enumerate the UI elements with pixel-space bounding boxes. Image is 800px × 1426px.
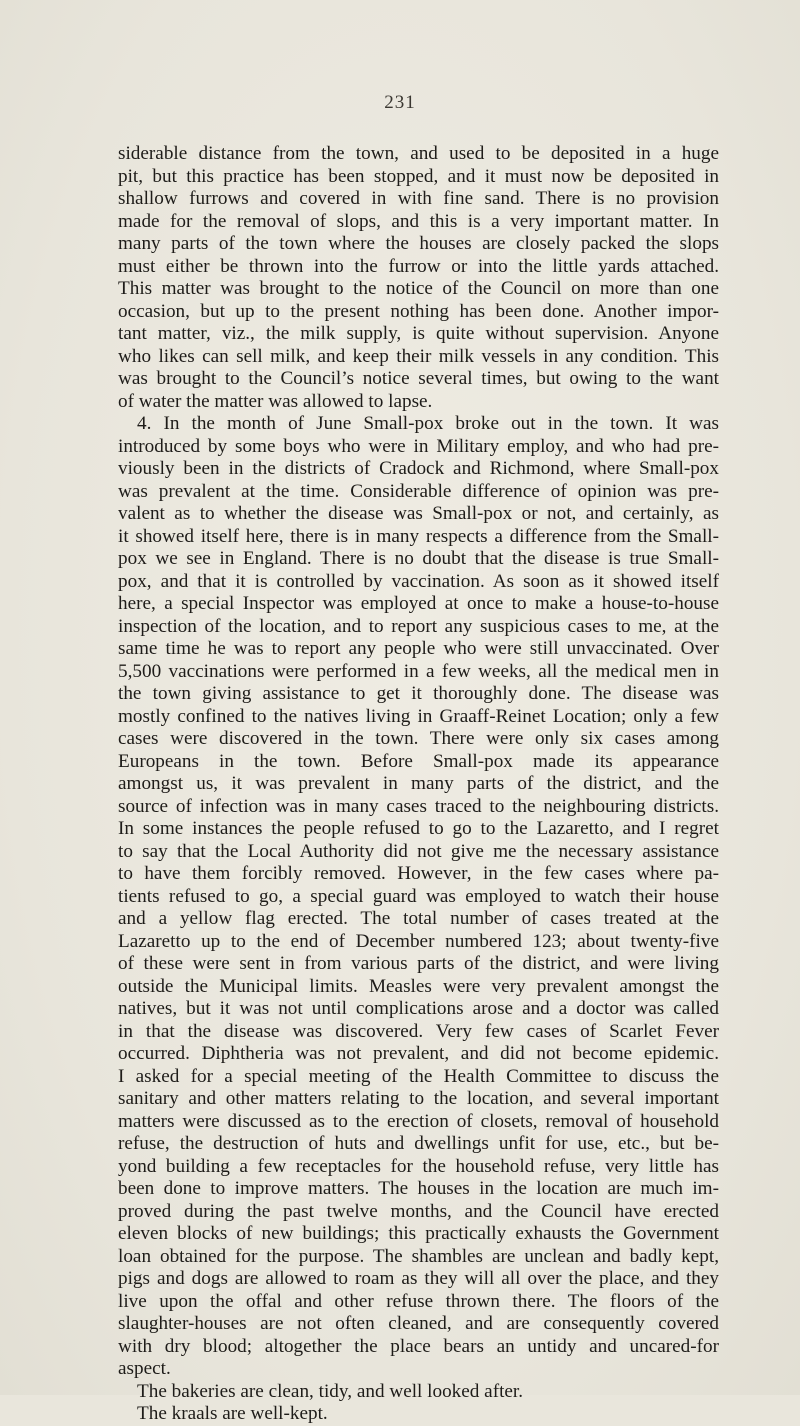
text-line: siderable distance from the town, and used to be deposited in a huge (118, 143, 719, 164)
text-line: the town giving assistance to get it thoroughly done. The disease was (118, 683, 719, 704)
text-line: occurred. Diphtheria was not prevalent, and did not become epidemic. (118, 1043, 719, 1064)
text-line: live upon the offal and other refuse thrown there. The floors of the (118, 1290, 719, 1312)
text-line: pox we see in England. There is no doubt that the disease is true Small- (118, 548, 719, 569)
text-line: matters were discussed as to the erection of closets, removal of household (118, 1110, 719, 1132)
text-line: I asked for a special meeting of the Health Committee to discuss the (118, 1065, 719, 1087)
text-line: to have them forcibly removed. However, in the few cases where pa- (118, 863, 719, 884)
text-line: pit, but this practice has been stopped, and it must now be deposited in (118, 165, 719, 187)
text-line: was brought to the Council’s notice several times, but owing to the want (118, 368, 719, 389)
page-number: 231 (384, 92, 416, 113)
text-line: of water the matter was allowed to lapse. (118, 390, 433, 412)
text-line: cases were discovered in the town. There were only six cases among (118, 728, 719, 749)
text-line: was prevalent at the time. Considerable difference of opinion was pre- (118, 480, 719, 502)
text-line: refuse, the destruction of huts and dwellings unfit for use, etc., but be- (118, 1133, 719, 1154)
text-line: mostly confined to the natives living in Graaff-Reinet Location; only a few (118, 705, 719, 727)
body-text (118, 143, 719, 1426)
text-line: eleven blocks of new buildings; this practically exhausts the Government (118, 1223, 719, 1244)
text-line: This matter was brought to the notice of the Council on more than one (118, 278, 719, 299)
text-line: of these were sent in from various parts of the district, and were living (118, 953, 719, 974)
text-line: who likes can sell milk, and keep their milk vessels in any condition. This (118, 345, 719, 367)
text-line: Lazaretto up to the end of December numbered 123; about twenty-five (118, 930, 719, 952)
text-line: same time he was to report any people who were still unvaccinated. Over (118, 638, 719, 659)
text-line: source of infection was in many cases traced to the neighbouring districts. (118, 795, 719, 817)
text-line: with dry blood; altogether the place bears an untidy and uncared-for (118, 1335, 719, 1357)
text-line: proved during the past twelve months, and the Council have erected (118, 1200, 719, 1222)
text-line: yond building a few receptacles for the household refuse, very little has (118, 1155, 719, 1177)
text-line: made for the removal of slops, and this is a very important matter. In (118, 210, 719, 232)
text-line: tant matter, viz., the milk supply, is quite without supervision. Anyone (118, 323, 719, 344)
text-line: many parts of the town where the houses are closely packed the slops (118, 233, 719, 254)
text-line: here, a special Inspector was employed at once to make a house-to-house (118, 593, 719, 614)
text-line: amongst us, it was prevalent in many parts of the district, and the (118, 773, 719, 794)
text-line: in that the disease was discovered. Very few cases of Scarlet Fever (118, 1020, 719, 1042)
text-line: In some instances the people refused to go to the Lazaretto, and I regret (118, 818, 719, 839)
text-line: occasion, but up to the present nothing has been done. Another impor- (118, 300, 719, 322)
text-line: sanitary and other matters relating to the location, and several important (118, 1088, 719, 1109)
text-line: to say that the Local Authority did not give me the necessary assistance (118, 840, 719, 862)
text-line: loan obtained for the purpose. The shambles are unclean and badly kept, (118, 1245, 719, 1267)
text-line: been done to improve matters. The houses in the location are much im- (118, 1178, 719, 1199)
text-line: 4. In the month of June Small-pox broke out in the town. It was (137, 413, 719, 434)
text-line: pox, and that it is controlled by vaccination. As soon as it showed itself (118, 570, 719, 592)
text-line: viously been in the districts of Cradock and Richmond, where Small-pox (118, 458, 719, 479)
text-line: pigs and dogs are allowed to roam as they will all over the place, and they (118, 1268, 719, 1289)
text-line: tients refused to go, a special guard was employed to watch their house (118, 885, 719, 907)
text-line: The bakeries are clean, tidy, and well looked after. (137, 1380, 524, 1402)
text-line: and a yellow flag erected. The total number of cases treated at the (118, 908, 719, 929)
text-line: The kraals are well-kept. (137, 1403, 328, 1424)
text-line: must either be thrown into the furrow or into the little yards attached. (118, 255, 719, 277)
text-line: introduced by some boys who were in Military employ, and who had pre- (118, 435, 719, 457)
text-line: natives, but it was not until complications arose and a doctor was called (118, 998, 719, 1019)
text-line: valent as to whether the disease was Small-pox or not, and certainly, as (118, 503, 719, 524)
text-line: 5,500 vaccinations were performed in a few weeks, all the medical men in (118, 660, 719, 682)
text-line: shallow furrows and covered in with fine sand. There is no provision (118, 188, 719, 209)
text-line: Europeans in the town. Before Small-pox made its appearance (118, 750, 719, 772)
text-line: it showed itself here, there is in many respects a difference from the Small- (118, 525, 719, 547)
text-line: outside the Municipal limits. Measles were very prevalent amongst the (118, 975, 719, 997)
text-line: aspect. (118, 1358, 171, 1379)
text-line: slaughter-houses are not often cleaned, and are consequently covered (118, 1313, 719, 1334)
text-line: inspection of the location, and to report any suspicious cases to me, at the (118, 615, 719, 637)
